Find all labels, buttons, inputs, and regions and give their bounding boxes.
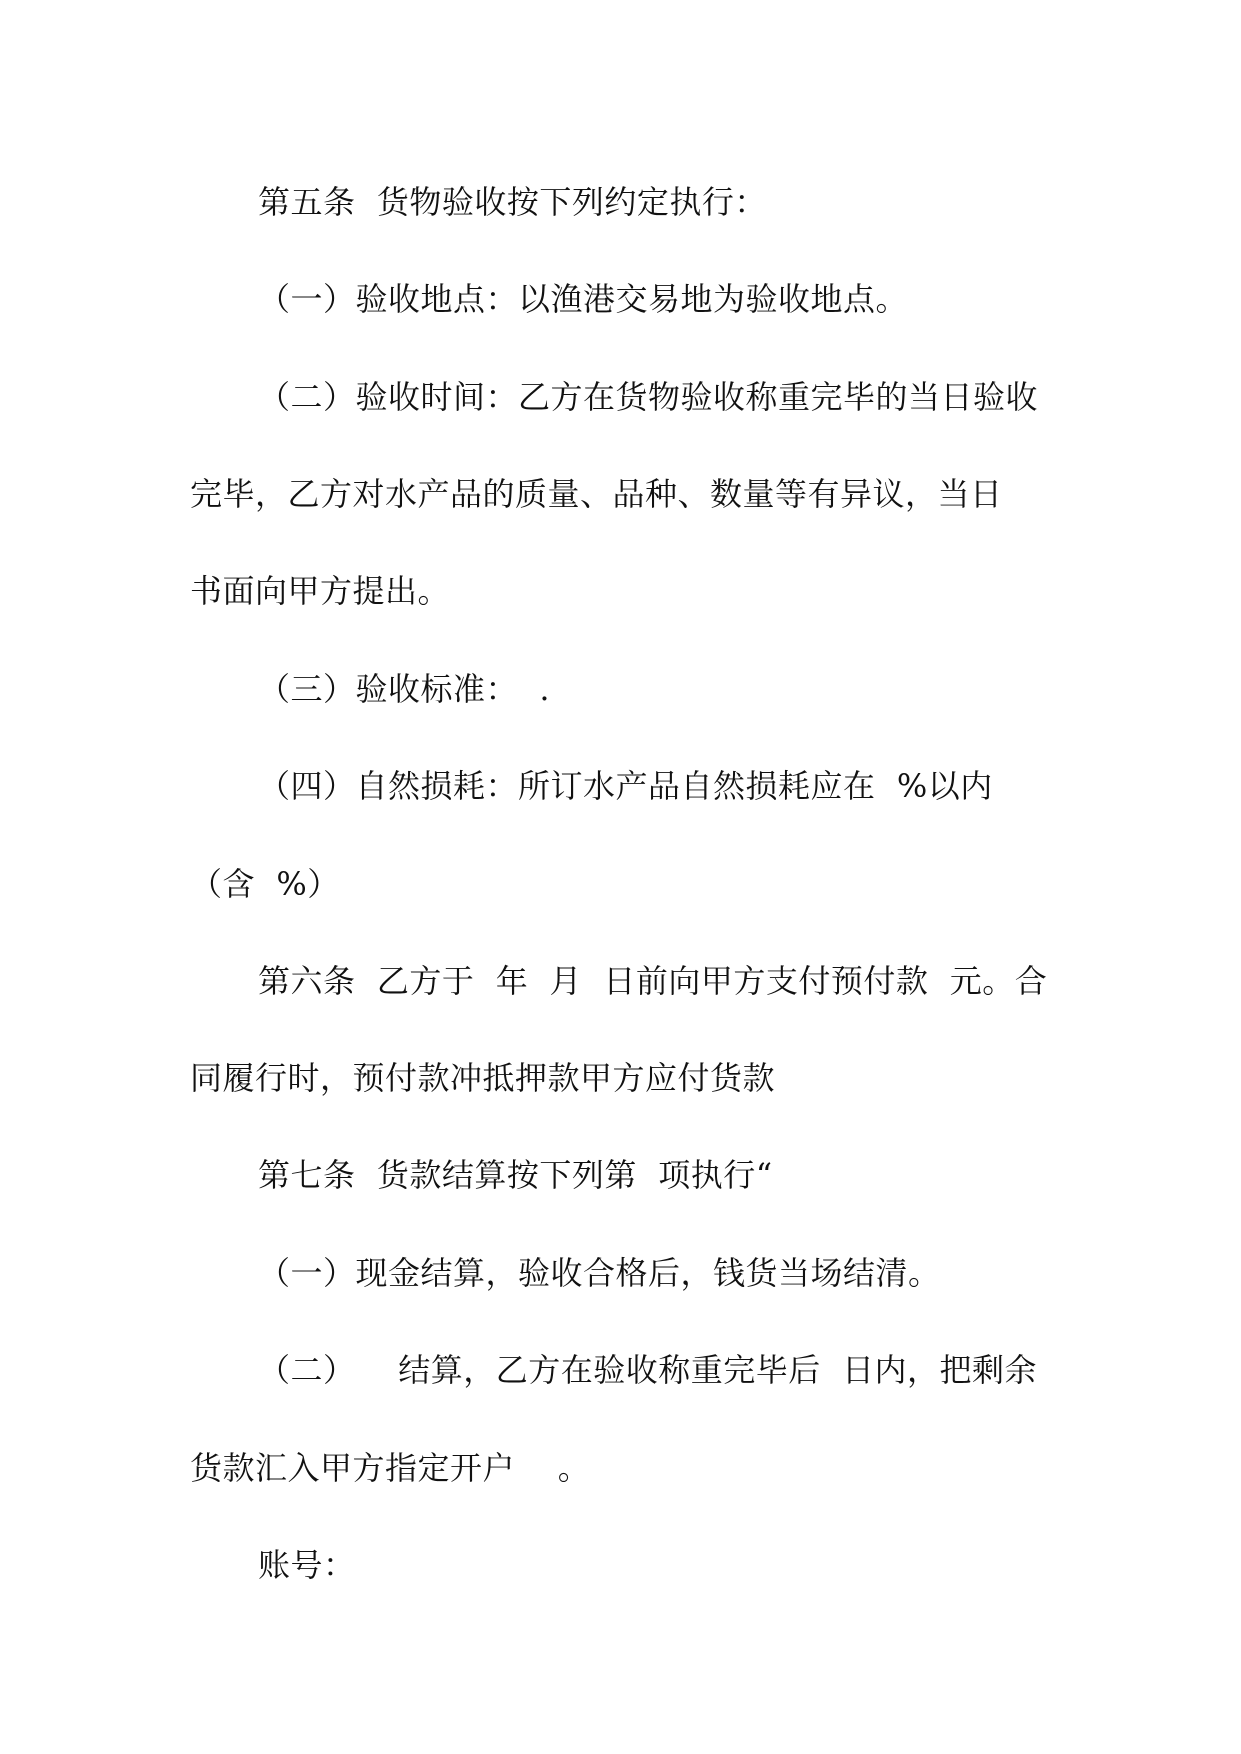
article-5-clause-2-cont-2: 书面向甲方提出。 <box>190 572 451 610</box>
article-7-clause-2: （二） 结算，乙方在验收称重完毕后 日内，把剩余 <box>258 1351 1038 1389</box>
article-5-clause-4: （四）自然损耗：所订水产品自然损耗应在 %以内 <box>258 767 993 805</box>
account-number-label: 账号： <box>258 1546 356 1584</box>
article-5-clause-1: （一）验收地点：以渔港交易地为验收地点。 <box>258 280 909 318</box>
article-7-clause-1: （一）现金结算，验收合格后，钱货当场结清。 <box>258 1254 941 1292</box>
article-5-clause-2-cont-1: 完毕，乙方对水产品的质量、品种、数量等有异议，当日 <box>190 475 1003 513</box>
article-5-heading: 第五条 货物验收按下列约定执行： <box>258 183 767 221</box>
article-6: 第六条 乙方于 年 月 日前向甲方支付预付款 元。合 <box>258 962 1048 1000</box>
article-5-clause-2: （二）验收时间：乙方在货物验收称重完毕的当日验收 <box>258 378 1039 416</box>
article-5-clause-3: （三）验收标准： . <box>258 670 551 708</box>
article-7-heading: 第七条 货款结算按下列第 项执行“ <box>258 1156 773 1194</box>
article-5-clause-4-cont: （含 %） <box>190 865 340 903</box>
article-7-clause-2-cont: 货款汇入甲方指定开户 。 <box>190 1449 591 1487</box>
article-6-cont: 同履行时，预付款冲抵押款甲方应付货款 <box>190 1059 776 1097</box>
